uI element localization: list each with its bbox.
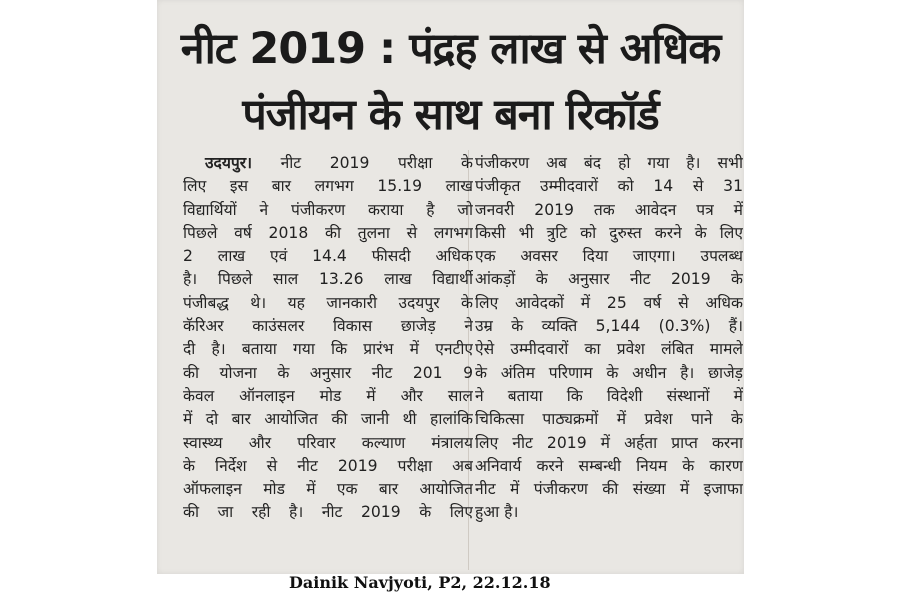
article-line: स्वास्थ्य और परिवार कल्याण मंत्रालय — [183, 433, 473, 452]
source-citation: Dainik Navjyoti, P2, 22.12.18 — [289, 573, 551, 592]
article-line: लिए आवेदकों में 25 वर्ष से अधिक — [475, 293, 743, 312]
article-line: किसी भी त्रुटि को दुरुस्त करने के लिए — [475, 223, 743, 242]
article-line: अनिवार्य करने सम्बन्धी नियम के कारण — [475, 456, 743, 475]
article-line: 2 लाख एवं 14.4 फीसदी अधिक — [183, 247, 473, 266]
article-line: एक अवसर दिया जाएगा। उपलब्ध — [475, 247, 743, 266]
article-column-right — [475, 152, 743, 525]
article-line: चिकित्सा पाठ्यक्रमों में प्रवेश पाने के — [475, 410, 743, 429]
newspaper-clipping — [157, 0, 744, 574]
article-line: पंजीकरण अब बंद हो गया है। सभी — [475, 154, 743, 172]
article-line: की योजना के अनुसार नीट 201 9 — [183, 363, 473, 382]
article-line: ने बताया कि विदेशी संस्थानों में — [475, 386, 743, 405]
article-line: हुआ है। — [475, 503, 519, 522]
article-line: विद्यार्थियों ने पंजीकरण कराया है जो — [183, 200, 473, 219]
article-line: जनवरी 2019 तक आवेदन पत्र में — [475, 200, 743, 219]
article-line: के निर्देश से नीट 2019 परीक्षा अब — [183, 456, 473, 475]
headline-line-2: पंजीयन के साथ बना रिकॉर्ड — [242, 90, 659, 140]
article-line: की जा रही है। नीट 2019 के लिए — [183, 503, 473, 522]
article-line: लिए इस बार लगभग 15.19 लाख — [183, 177, 473, 196]
article-line: पिछले वर्ष 2018 की तुलना से लगभग — [183, 223, 473, 242]
headline-line-1: नीट 2019 : पंद्रह लाख से अधिक — [180, 24, 721, 74]
article-line: नीट में पंजीकरण की संख्या में इजाफा — [475, 480, 743, 499]
article-line: दी है। बताया गया कि प्रारंभ में एनटीए — [183, 340, 473, 359]
article-line: ऐसे उम्मीदवारों का प्रवेश लंबित मामले — [475, 340, 743, 359]
article-line: कॅरिअर काउंसलर विकास छाजेड़ ने — [183, 317, 473, 336]
dateline: उदयपुर। — [205, 154, 253, 172]
article-line: के अंतिम परिणाम के अधीन है। छाजेड़ — [475, 363, 743, 382]
article-line: आंकड़ों के अनुसार नीट 2019 के — [475, 270, 743, 289]
article-line — [183, 152, 473, 175]
article-column-left — [183, 152, 473, 525]
article-line: केवल ऑनलाइन मोड में और साल — [183, 386, 473, 405]
article-line: लिए नीट 2019 में अर्हता प्राप्त करना — [475, 433, 743, 452]
article-line: में दो बार आयोजित की जानी थी हालांकि — [183, 410, 473, 429]
article-line: है। पिछले साल 13.26 लाख विद्यार्थी — [183, 270, 473, 289]
article-line: पंजीकृत उम्मीदवारों को 14 से 31 — [475, 177, 743, 196]
article-line: ऑफलाइन मोड में एक बार आयोजित — [183, 480, 473, 499]
article-line: उम्र के व्यक्ति 5,144 (0.3%) हैं। — [475, 317, 743, 336]
article-line: पंजीबद्ध थे। यह जानकारी उदयपुर के — [183, 293, 473, 312]
article-line-text: नीट 2019 परीक्षा के — [252, 154, 473, 172]
